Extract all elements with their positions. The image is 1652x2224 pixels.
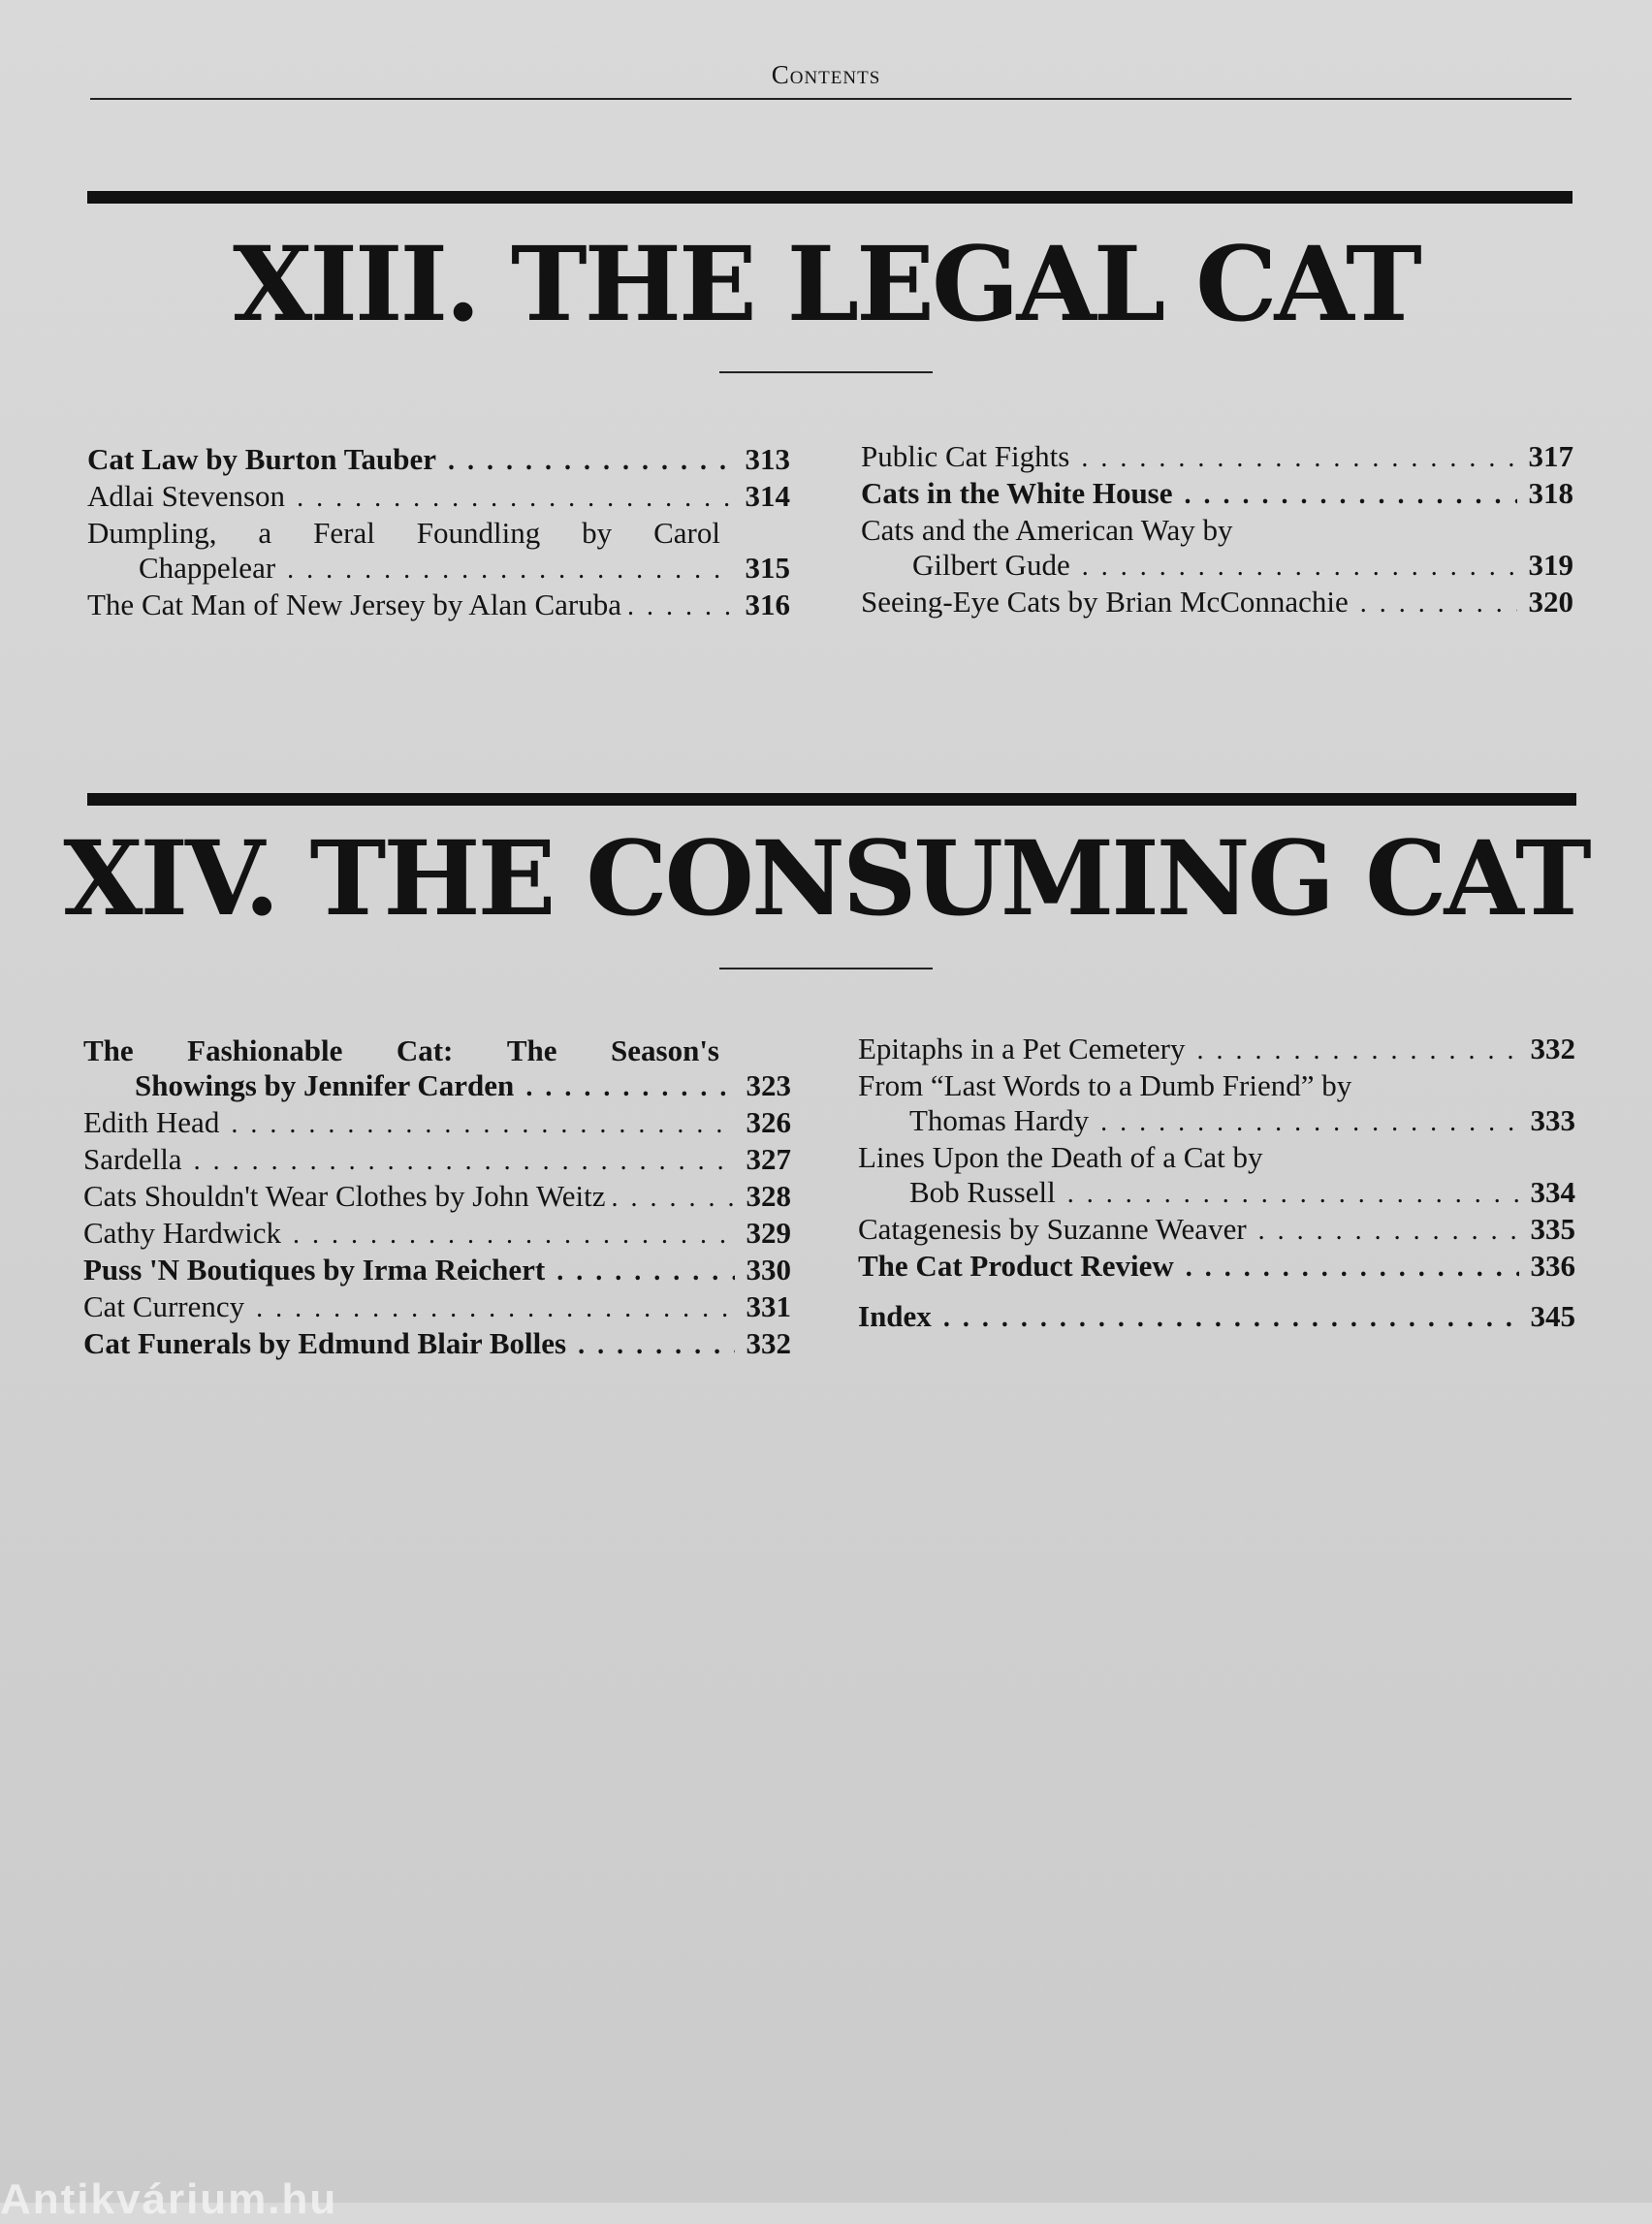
toc-entry-title: Cats Shouldn't Wear Clothes by John Weitz <box>83 1179 606 1213</box>
toc-entry-title: Puss 'N Boutiques by Irma Reichert <box>83 1253 546 1287</box>
leader-dots <box>627 589 740 624</box>
section-14-left-column <box>83 1033 791 1363</box>
toc-entry-title: The Cat Man of New Jersey by Alan Caruba <box>87 588 621 621</box>
toc-entry[interactable] <box>83 1326 791 1363</box>
watermark: Antikvárium.hu <box>0 2176 338 2223</box>
word: Carol <box>653 516 720 550</box>
toc-entry[interactable] <box>87 516 790 588</box>
toc-entry-page: 328 <box>746 1179 791 1213</box>
word: Fashionable <box>187 1033 343 1067</box>
toc-entry[interactable] <box>858 1140 1575 1212</box>
word: Dumpling, <box>87 516 217 550</box>
toc-entry-title: Edith Head <box>83 1105 220 1139</box>
toc-entry-page: 316 <box>745 588 790 621</box>
toc-entry[interactable] <box>861 439 1573 476</box>
toc-entry[interactable] <box>83 1105 791 1142</box>
toc-entry-page: 331 <box>746 1289 791 1323</box>
header-rule <box>90 98 1572 100</box>
section-13-short-rule <box>719 371 933 373</box>
toc-entry[interactable] <box>87 588 790 624</box>
word: by <box>582 516 613 550</box>
toc-entry-title: Public Cat Fights <box>861 439 1070 473</box>
section-14-right-column <box>858 1032 1575 1336</box>
toc-entry-title: Seeing-Eye Cats by Brian McConnachie <box>861 585 1349 619</box>
leader-dots <box>556 1255 734 1289</box>
leader-dots <box>194 1144 735 1179</box>
toc-entry-first-line <box>83 1033 719 1068</box>
toc-entry[interactable] <box>861 585 1573 621</box>
word: Season's <box>611 1033 719 1067</box>
toc-entry-page: 345 <box>1530 1299 1575 1333</box>
toc-entry-first-line: From “Last Words to a Dumb Friend” by <box>858 1068 1352 1102</box>
leader-dots <box>1067 1177 1519 1212</box>
section-13-title: XIII. THE LEGAL CAT <box>233 223 1419 344</box>
toc-entry[interactable] <box>83 1289 791 1326</box>
toc-entry-page: 334 <box>1530 1175 1575 1209</box>
toc-entry-page: 314 <box>745 479 790 513</box>
toc-entry[interactable] <box>83 1033 791 1105</box>
leader-dots <box>611 1181 740 1216</box>
toc-entry[interactable] <box>83 1216 791 1253</box>
spacer <box>858 1286 1575 1299</box>
toc-entry-page: 323 <box>746 1068 791 1102</box>
leader-dots <box>448 444 733 479</box>
toc-entry-page: 329 <box>746 1216 791 1250</box>
leader-dots <box>1360 587 1517 621</box>
toc-entry-title: Gilbert Gude <box>912 548 1070 582</box>
leader-dots <box>297 481 733 516</box>
toc-entry[interactable] <box>861 476 1573 513</box>
toc-entry[interactable] <box>861 513 1573 585</box>
leader-dots <box>1081 441 1516 476</box>
toc-entry-title: Showings by Jennifer Carden <box>135 1068 515 1102</box>
toc-entry-page: 335 <box>1530 1212 1575 1246</box>
word: The <box>506 1033 557 1067</box>
section-14-short-rule <box>719 968 933 969</box>
toc-entry-page: 330 <box>746 1253 791 1287</box>
word: Feral <box>313 516 375 550</box>
leader-dots <box>578 1328 734 1363</box>
toc-entry-page: 336 <box>1530 1249 1575 1283</box>
leader-dots <box>1082 550 1517 585</box>
toc-entry-index[interactable] <box>858 1299 1575 1336</box>
leader-dots <box>1196 1033 1518 1068</box>
toc-entry-page: 320 <box>1528 585 1573 619</box>
word: Cat: <box>396 1033 454 1067</box>
toc-entry[interactable] <box>83 1142 791 1179</box>
toc-entry[interactable] <box>858 1032 1575 1068</box>
toc-entry-title: Cat Funerals by Edmund Blair Bolles <box>83 1326 567 1360</box>
section-14-top-rule <box>87 793 1576 806</box>
leader-dots <box>1185 478 1517 513</box>
leader-dots <box>293 1218 734 1253</box>
toc-entry-page: 333 <box>1530 1103 1575 1137</box>
leader-dots <box>231 1107 734 1142</box>
toc-entry-title: Catagenesis by Suzanne Weaver <box>858 1212 1247 1246</box>
toc-entry-title: Thomas Hardy <box>909 1103 1090 1137</box>
toc-entry[interactable] <box>83 1179 791 1216</box>
leader-dots <box>525 1070 734 1105</box>
toc-entry-page: 317 <box>1528 439 1573 473</box>
toc-entry-title: Index <box>858 1299 932 1333</box>
toc-entry[interactable] <box>858 1068 1575 1140</box>
toc-entry-title: Cathy Hardwick <box>83 1216 282 1250</box>
toc-entry-page: 315 <box>745 551 790 585</box>
toc-entry-title: Cat Law by Burton Tauber <box>87 442 437 476</box>
toc-entry-title: Chappelear <box>139 551 276 585</box>
toc-entry-page: 319 <box>1528 548 1573 582</box>
word: The <box>83 1033 134 1067</box>
toc-entry-title: Cat Currency <box>83 1289 245 1323</box>
leader-dots <box>287 553 733 588</box>
leader-dots <box>1100 1105 1518 1140</box>
toc-entry-title: Epitaphs in a Pet Cemetery <box>858 1032 1186 1065</box>
section-14-title: XIV. THE CONSUMING CAT <box>63 817 1589 938</box>
toc-entry[interactable] <box>83 1253 791 1289</box>
toc-entry[interactable] <box>858 1212 1575 1249</box>
toc-entry-first-line <box>87 516 720 551</box>
section-13-right-column <box>861 439 1573 621</box>
leader-dots <box>1186 1251 1519 1286</box>
section-13-top-rule <box>87 191 1573 204</box>
toc-entry[interactable] <box>87 479 790 516</box>
section-13-left-column <box>87 442 790 624</box>
leader-dots <box>1258 1214 1519 1249</box>
toc-entry-page: 332 <box>1530 1032 1575 1065</box>
toc-entry[interactable] <box>858 1249 1575 1286</box>
toc-entry-title: Adlai Stevenson <box>87 479 286 513</box>
toc-entry-first-line: Cats and the American Way by <box>861 513 1233 547</box>
running-head: Contents <box>771 60 881 89</box>
word: a <box>258 516 272 550</box>
leader-dots <box>943 1301 1519 1336</box>
toc-entry-page: 318 <box>1528 476 1573 510</box>
toc-entry-page: 313 <box>745 442 790 476</box>
toc-entry-title: Cats in the White House <box>861 476 1173 510</box>
toc-entry-page: 332 <box>746 1326 791 1360</box>
toc-entry-title: The Cat Product Review <box>858 1249 1174 1283</box>
toc-entry-title: Bob Russell <box>909 1175 1056 1209</box>
word: Foundling <box>416 516 541 550</box>
toc-entry-page: 327 <box>746 1142 791 1176</box>
leader-dots <box>256 1291 734 1326</box>
toc-entry-page: 326 <box>746 1105 791 1139</box>
toc-entry-title: Sardella <box>83 1142 182 1176</box>
toc-entry[interactable] <box>87 442 790 479</box>
toc-entry-first-line: Lines Upon the Death of a Cat by <box>858 1140 1263 1174</box>
